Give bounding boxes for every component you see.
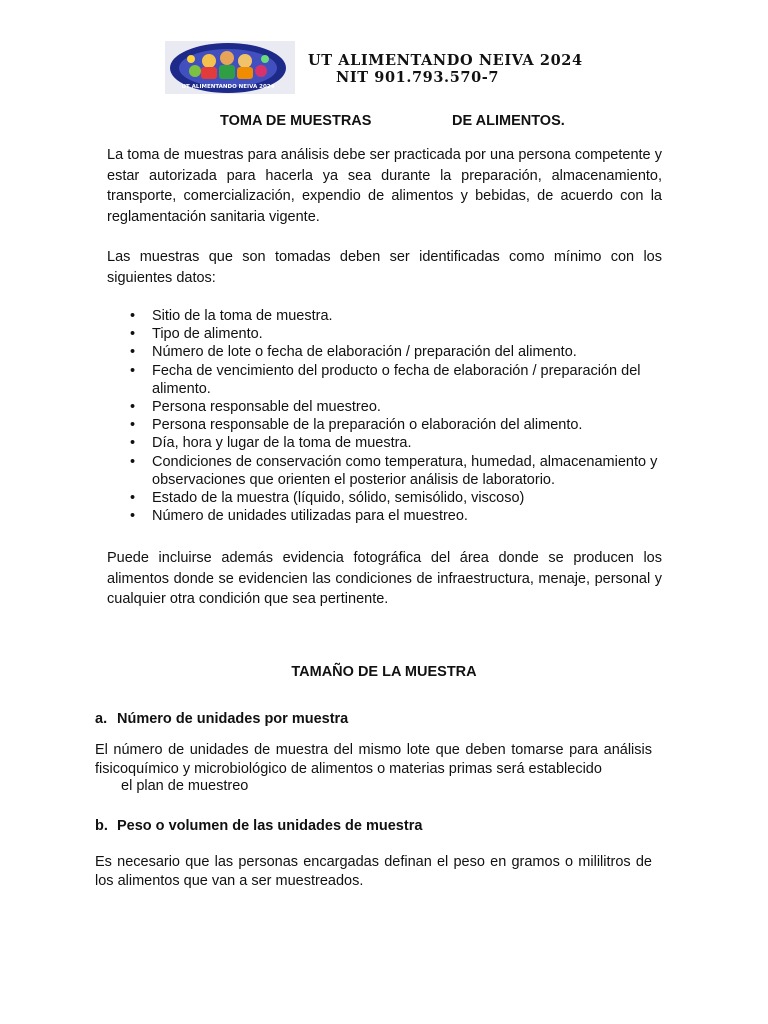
list-item: • Estado de la muestra (líquido, sólido, semisólido, viscoso)	[130, 490, 525, 507]
bullet-icon: •	[130, 326, 136, 343]
company-logo	[165, 41, 295, 94]
list-item: • Sitio de la toma de muestra.	[130, 308, 333, 324]
bullet-icon: •	[130, 435, 136, 452]
list-letter: b.	[95, 818, 108, 834]
intro-paragraph: La toma de muestras para análisis debe ser practicada por una persona competente y estar autorizada para hacerla ya sea durante la preparación, almacenamiento, transporte, comercialización, expendio de alimentos y bebidas, de acuerdo con la reglamentación sanitaria vigente.	[107, 147, 662, 225]
company-nit: NIT 901.793.570-7	[336, 69, 500, 86]
bullet-icon: •	[130, 490, 136, 507]
svg-text:UT ALIMENTANDO NEIVA 2024: UT ALIMENTANDO NEIVA 2024	[181, 84, 275, 90]
sample-data-list	[107, 307, 662, 525]
data-intro-paragraph: Las muestras que son tomadas deben ser identificadas como mínimo con los siguientes datos:	[107, 249, 662, 286]
list-item: • Fecha de vencimiento del producto o fecha de elaboración / preparación del alimento.	[130, 362, 641, 397]
bullet-icon: •	[130, 308, 136, 324]
list-item: • Tipo de alimento.	[130, 326, 263, 343]
bullet-icon: •	[130, 417, 136, 434]
list-item: • Día, hora y lugar de la toma de muestra.	[130, 435, 412, 452]
bullet-icon: •	[130, 508, 136, 525]
photo-evidence-paragraph: Puede incluirse además evidencia fotográfica del área donde se producen los alimentos donde se evidencien las condiciones de infraestructura, menaje, personal y cualquier otra condición que sea pertinente.	[107, 550, 662, 607]
bullet-icon: •	[130, 399, 136, 416]
units-per-sample-text: El número de unidades de muestra del mismo lote que deben tomarse para análisis fisicoquímico y microbiológico de alimentos o materias primas será establecido	[95, 742, 652, 777]
list-item: • Persona responsable del muestreo.	[130, 399, 381, 416]
document-title-part2: DE ALIMENTOS.	[452, 113, 565, 129]
bullet-icon: •	[130, 362, 136, 379]
document-title-part1: TOMA DE MUESTRAS	[220, 113, 372, 129]
weight-volume-text: Es necesario que las personas encargadas definan el peso en gramos o mililitros de los alimentos que van a ser muestreados.	[95, 854, 652, 889]
list-item: • Persona responsable de la preparación o elaboración del alimento.	[130, 417, 583, 434]
list-item: • Número de unidades utilizadas para el muestreo.	[130, 508, 468, 525]
weight-volume-heading: b. Peso o volumen de las unidades de muestra	[95, 818, 423, 834]
list-letter: a.	[95, 711, 108, 727]
units-per-sample-heading: a. Número de unidades por muestra	[95, 711, 349, 727]
sample-size-heading: TAMAÑO DE LA MUESTRA	[291, 664, 477, 680]
company-name: UT ALIMENTANDO NEIVA 2024	[308, 52, 583, 69]
list-item: • Condiciones de conservación como temperatura, humedad, almacenamiento y observaciones que orienten el posterior análisis de laboratorio.	[130, 453, 658, 488]
bullet-icon: •	[130, 344, 136, 361]
units-per-sample-text-end: el plan de muestreo	[121, 778, 249, 794]
list-item: • Número de lote o fecha de elaboración / preparación del alimento.	[130, 344, 577, 361]
letterhead	[165, 41, 605, 95]
bullet-icon: •	[130, 453, 136, 470]
